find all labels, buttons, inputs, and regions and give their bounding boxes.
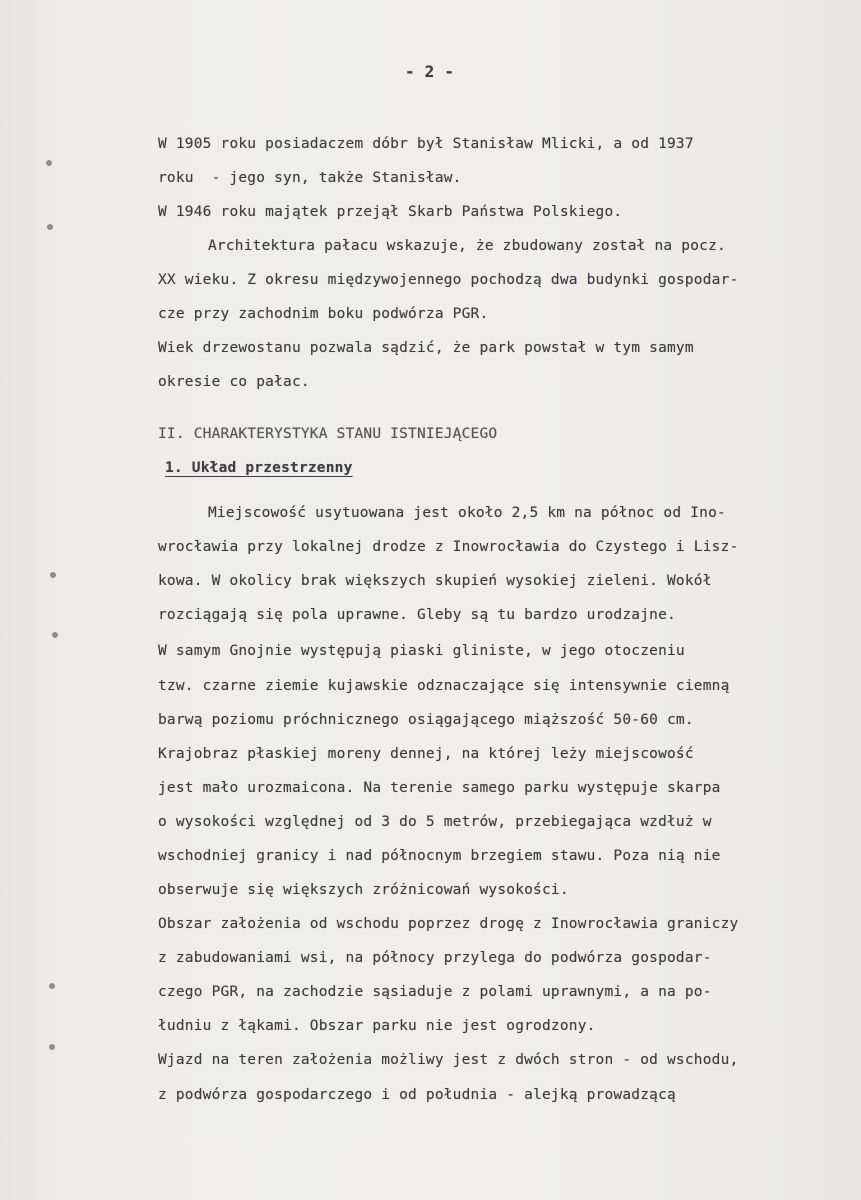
text-line: W samym Gnojnie występują piaski gliniste, w jego otoczeniu <box>158 643 685 659</box>
text-line: Obszar założenia od wschodu poprzez drogę z Inowrocławia graniczy <box>158 916 739 932</box>
text-line: o wysokości względnej od 3 do 5 metrów, przebiegająca wzdłuż w <box>158 814 712 830</box>
text-line: rozciągają się pola uprawne. Gleby są tu bardzo urodzajne. <box>158 607 676 623</box>
text-line: Krajobraz płaskiej moreny dennej, na której leży miejscowość <box>158 746 694 762</box>
text-line: cze przy zachodnim boku podwórza PGR. <box>158 306 489 322</box>
punch-hole-mark <box>49 983 55 989</box>
text-line: jest mało urozmaicona. Na terenie samego parku występuje skarpa <box>158 780 721 796</box>
text-line: wrocławia przy lokalnej drodze z Inowrocławia do Czystego i Lisz- <box>158 539 739 555</box>
text-line: barwą poziomu próchnicznego osiągającego miąższość 50-60 cm. <box>158 712 694 728</box>
punch-hole-mark <box>47 224 53 230</box>
text-line: W 1905 roku posiadaczem dóbr był Stanisław Mlicki, a od 1937 <box>158 136 694 152</box>
text-line: łudniu z łąkami. Obszar parku nie jest ogrodzony. <box>158 1018 596 1034</box>
text-line: z zabudowaniami wsi, na północy przylega do podwórza gospodar- <box>158 950 712 966</box>
punch-hole-mark <box>46 160 52 166</box>
text-line: Wiek drzewostanu pozwala sądzić, że park powstał w tym samym <box>158 340 694 356</box>
text-line: Wjazd na teren założenia możliwy jest z dwóch stron - od wschodu, <box>158 1052 739 1068</box>
punch-hole-mark <box>52 632 58 638</box>
page-number: - 2 - <box>405 62 455 81</box>
text-line: Architektura pałacu wskazuje, że zbudowany został na pocz. <box>208 238 726 254</box>
text-line: tzw. czarne ziemie kujawskie odznaczające się intensywnie ciemną <box>158 678 730 694</box>
text-line: czego PGR, na zachodzie sąsiaduje z polami uprawnymi, a na po- <box>158 984 712 1000</box>
text-line: wschodniej granicy i nad północnym brzegiem stawu. Poza nią nie <box>158 848 721 864</box>
punch-hole-mark <box>50 572 56 578</box>
text-line: kowa. W okolicy brak większych skupień wysokiej zieleni. Wokół <box>158 573 712 589</box>
section-heading: II. CHARAKTERYSTYKA STANU ISTNIEJĄCEGO <box>158 426 498 442</box>
text-line: z podwórza gospodarczego i od południa - alejką prowadzącą <box>158 1087 676 1103</box>
text-line: XX wieku. Z okresu międzywojennego pochodzą dwa budynki gospodar- <box>158 272 739 288</box>
text-line: obserwuje się większych zróżnicowań wysokości. <box>158 882 569 898</box>
text-line: W 1946 roku majątek przejął Skarb Państwa Polskiego. <box>158 204 623 220</box>
subsection-heading: 1. Układ przestrzenny <box>165 460 353 476</box>
text-line: Miejscowość usytuowana jest około 2,5 km na północ od Ino- <box>208 505 726 521</box>
punch-hole-mark <box>49 1044 55 1050</box>
text-line: roku - jego syn, także Stanisław. <box>158 170 462 186</box>
text-line: okresie co pałac. <box>158 374 310 390</box>
